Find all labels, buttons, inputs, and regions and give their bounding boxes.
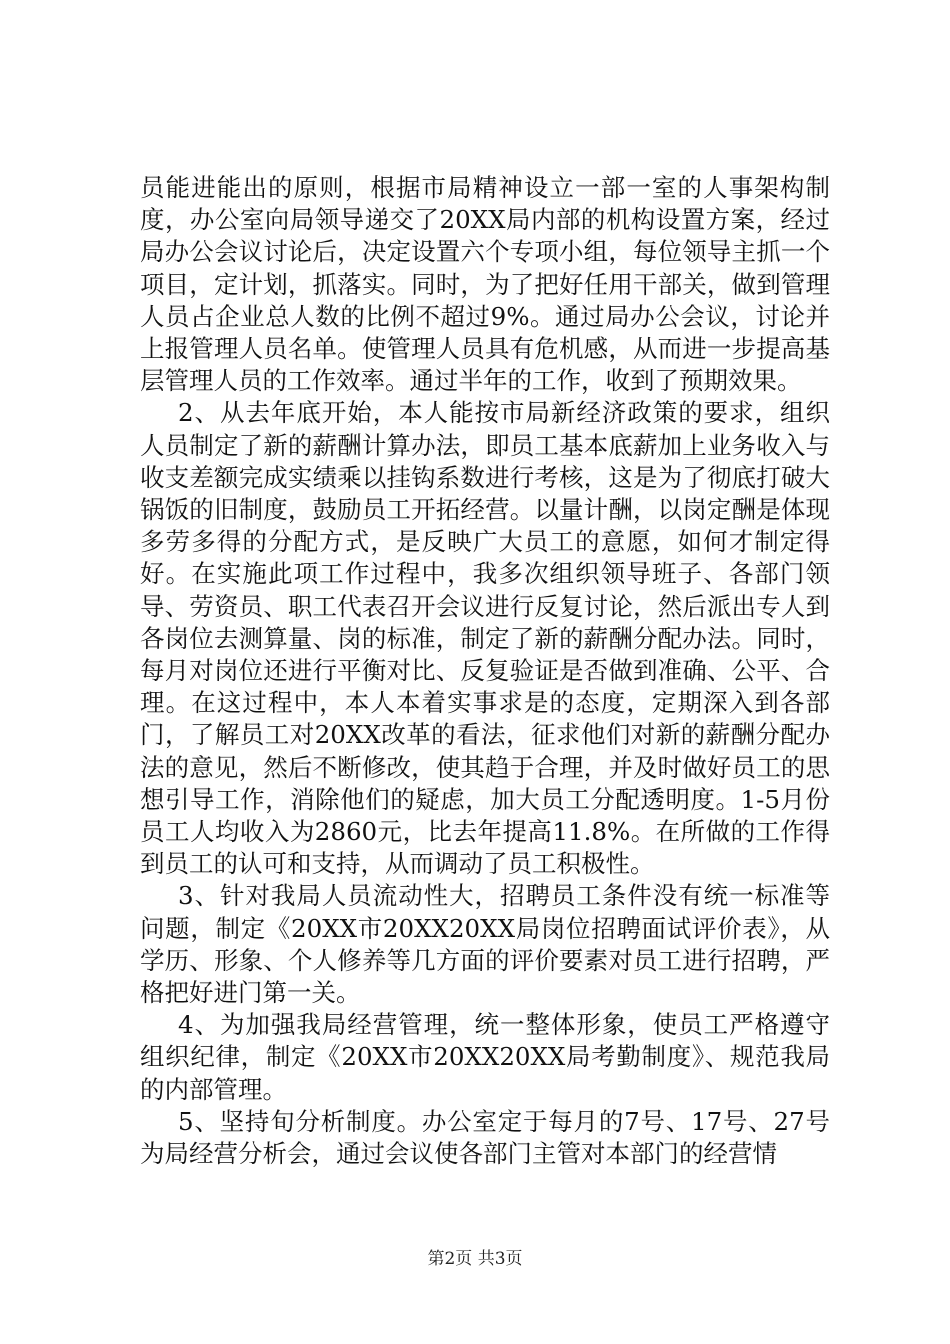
paragraph-item-3: 3、针对我局人员流动性大，招聘员工条件没有统一标准等问题，制定《20XX市20XX20XX局岗位招聘面试评价表》，从学历、形象、个人修养等几方面的评价要素对员工进行招聘，严格把好进门第一关。 — [140, 881, 830, 1008]
paragraph-continued: 员能进能出的原则，根据市局精神设立一部一室的人事架构制度，办公室向局领导递交了20XX局内部的机构设置方案，经过局办公会议讨论后，决定设置六个专项小组，每位领导主抓一个项目，定计划，抓落实。同时，为了把好任用干部关，做到管理人员占企业总人数的比例不超过9%。通过局办公会议，讨论并上报管理人员名单。使管理人员具有危机感，从而进一步提高基层管理人员的工作效率。通过半年的工作，收到了预期效果。 — [140, 173, 830, 396]
paragraph-item-5: 5、坚持旬分析制度。办公室定于每月的7号、17号、27号为局经营分析会，通过会议使各部门主管对本部门的经营情 — [140, 1106, 830, 1169]
page-number-footer: 第2页 共3页 — [427, 1249, 523, 1269]
paragraph-item-4: 4、为加强我局经营管理，统一整体形象，使员工严格遵守组织纪律，制定《20XX市20XX20XX局考勤制度》、规范我局的内部管理。 — [140, 1010, 830, 1104]
paragraph-item-2: 2、从去年底开始，本人能按市局新经济政策的要求，组织人员制定了新的薪酬计算办法，即员工基本底薪加上业务收入与收支差额完成实绩乘以挂钩系数进行考核，这是为了彻底打破大锅饭的旧制度，鼓励员工开拓经营。以量计酬，以岗定酬是体现多劳多得的分配方式，是反映广大员工的意愿，如何才制定得好。在实施此项工作过程中，我多次组织领导班子、各部门领导、劳资员、职工代表召开会议进行反复讨论，然后派出专人到各岗位去测算量、岗的标准，制定了新的薪酬分配办法。同时，每月对岗位还进行平衡对比、反复验证是否做到准确、公平、合理。在这过程中，本人本着实事求是的态度，定期深入到各部门，了解员工对20XX改革的看法，征求他们对新的薪酬分配办法的意见，然后不断修改，使其趋于合理，并及时做好员工的思想引导工作，消除他们的疑虑，加大员工分配透明度。1-5月份员工人均收入为2860元，比去年提高11.8%。在所做的工作得到员工的认可和支持，从而调动了员工积极性。 — [140, 398, 830, 879]
document-body — [140, 172, 830, 1170]
